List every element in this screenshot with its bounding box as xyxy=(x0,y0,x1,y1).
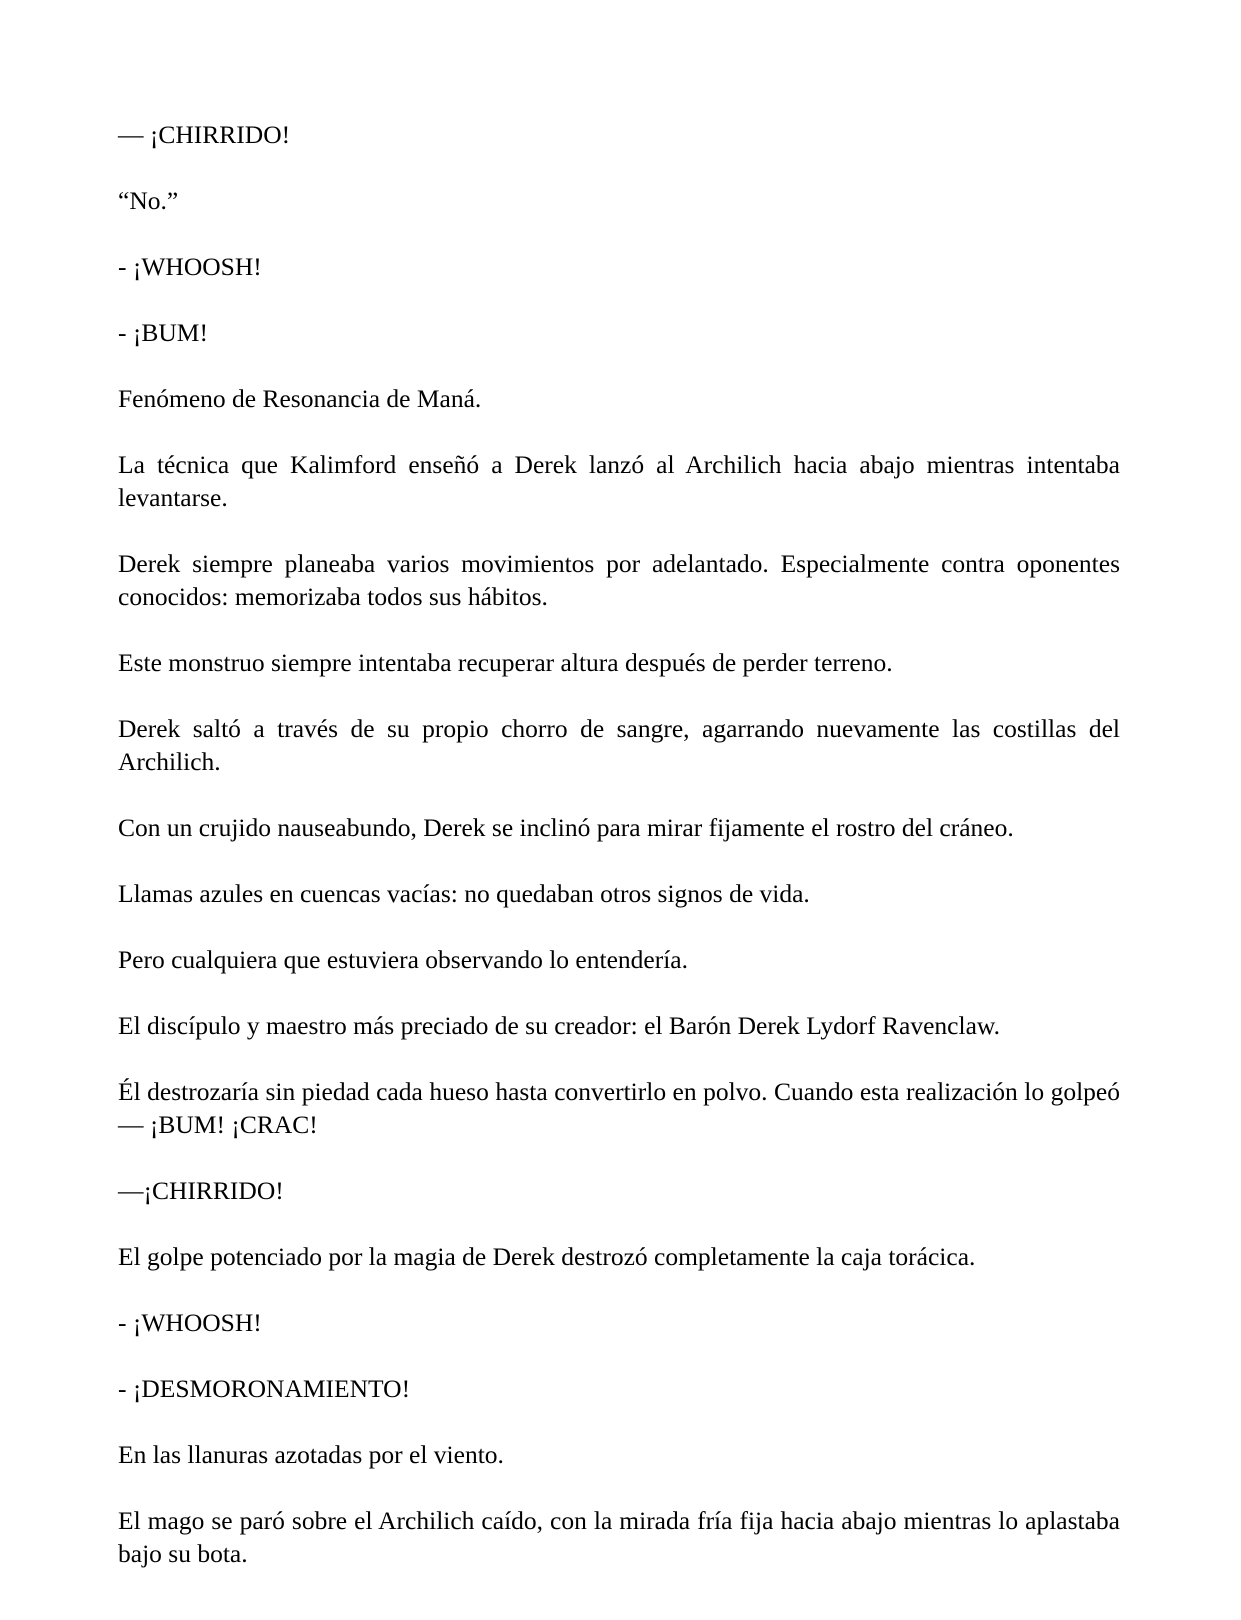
paragraph: En las llanuras azotadas por el viento. xyxy=(118,1440,504,1469)
paragraph: El golpe potenciado por la magia de Derek destrozó completamente la caja torácica. xyxy=(118,1242,976,1271)
paragraph: “No.” xyxy=(118,186,179,215)
paragraph: —¡CHIRRIDO! xyxy=(118,1176,284,1205)
paragraph: Derek saltó a través de su propio chorro de sangre, agarrando nuevamente las costillas del Archilich. xyxy=(118,714,1120,776)
paragraph: La técnica que Kalimford enseñó a Derek lanzó al Archilich hacia abajo mientras intentaba levantarse. xyxy=(118,450,1120,512)
paragraph: El mago se paró sobre el Archilich caído, con la mirada fría fija hacia abajo mientras lo aplastaba bajo su bota. xyxy=(118,1506,1120,1568)
document-body xyxy=(118,118,1120,1570)
paragraph: - ¡WHOOSH! xyxy=(118,252,262,281)
paragraph: - ¡DESMORONAMIENTO! xyxy=(118,1374,411,1403)
paragraph: Fenómeno de Resonancia de Maná. xyxy=(118,384,482,413)
paragraph: Este monstruo siempre intentaba recuperar altura después de perder terreno. xyxy=(118,648,893,677)
paragraph: - ¡WHOOSH! xyxy=(118,1308,262,1337)
paragraph: Llamas azules en cuencas vacías: no quedaban otros signos de vida. xyxy=(118,879,810,908)
paragraph: Derek siempre planeaba varios movimientos por adelantado. Especialmente contra oponentes conocidos: memorizaba todos sus hábitos. xyxy=(118,549,1120,611)
paragraph: Con un crujido nauseabundo, Derek se inclinó para mirar fijamente el rostro del cráneo. xyxy=(118,813,1014,842)
paragraph: Él destrozaría sin piedad cada hueso hasta convertirlo en polvo. Cuando esta realización lo golpeó— ¡BUM! ¡CRAC! xyxy=(118,1077,1120,1139)
paragraph: — ¡CHIRRIDO! xyxy=(118,120,291,149)
paragraph: El discípulo y maestro más preciado de su creador: el Barón Derek Lydorf Ravenclaw. xyxy=(118,1011,1001,1040)
paragraph: - ¡BUM! xyxy=(118,318,208,347)
paragraph: Pero cualquiera que estuviera observando lo entendería. xyxy=(118,945,688,974)
